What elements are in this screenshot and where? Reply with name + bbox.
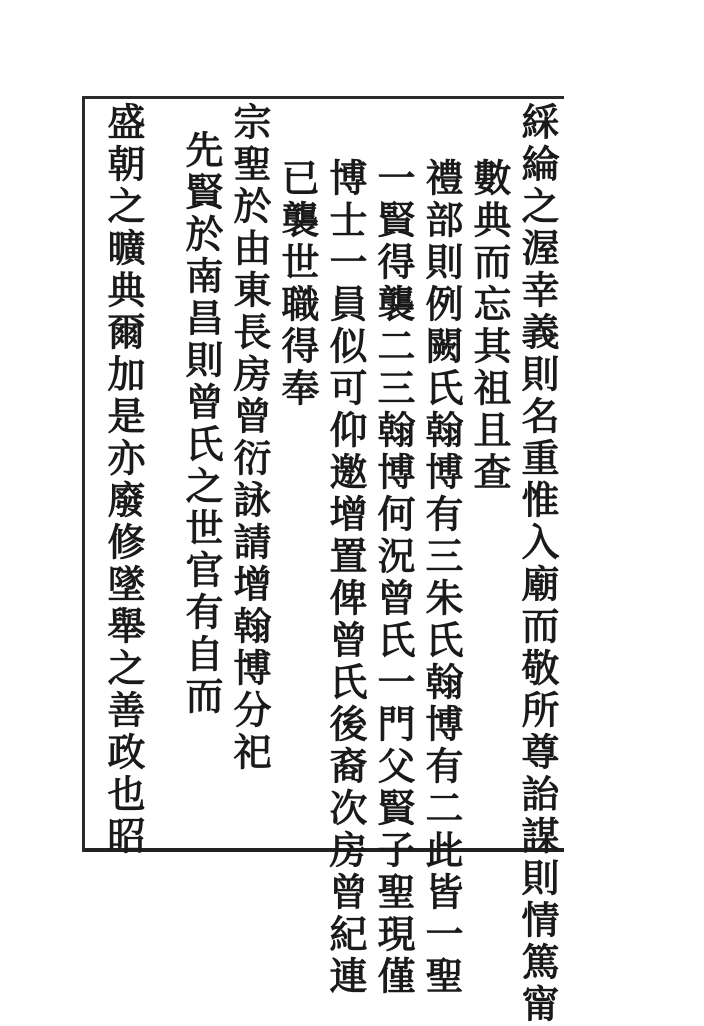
text-column-7: 宗聖於由東長房曾衍詠請增翰博分祀 xyxy=(227,102,272,774)
text-column-1: 綵綸之渥幸義則名重惟入廟而敬所尊詒謀則情篤甯 xyxy=(515,102,560,1026)
frame-top-rule xyxy=(82,96,564,99)
text-column-5: 博士一員似可仰邀增置俾曾氏後裔次房曾紀連 xyxy=(323,158,368,998)
text-column-6: 已襲世職得奉 xyxy=(275,158,320,410)
text-column-2: 數典而忘其祖且查 xyxy=(467,158,512,494)
text-column-9: 盛朝之曠典爾加是亦廢修墜舉之善政也昭 xyxy=(101,102,146,858)
text-column-3: 禮部則例闕氏翰博有三朱氏翰博有二此皆一聖 xyxy=(419,158,464,998)
text-column-8: 先賢於南昌則曾氏之世官有自而 xyxy=(179,130,224,718)
frame-left-rule xyxy=(82,96,85,852)
text-column-4: 一賢得襲二三翰博何況曾氏一門父賢子聖現僅 xyxy=(371,158,416,998)
